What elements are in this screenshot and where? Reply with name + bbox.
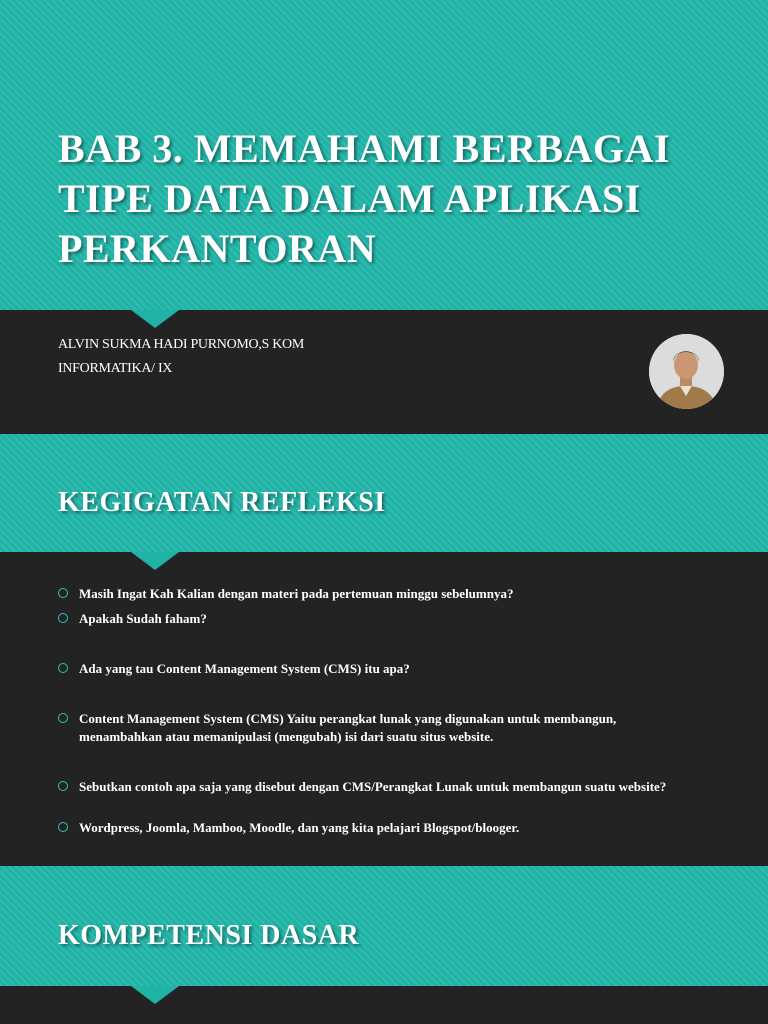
- circle-bullet-icon: [58, 781, 68, 791]
- slide3-title: KOMPETENSI DASAR: [58, 920, 360, 951]
- list-item-text: Apakah Sudah faham?: [79, 611, 207, 626]
- circle-bullet-icon: [58, 588, 68, 598]
- list-item-text: Content Management System (CMS) Yaitu perangkat lunak yang digunakan untuk membangun, menambahkan atau memanipulasi (mengubah) isi dari suatu situs website.: [79, 711, 617, 744]
- slide1-notch: [131, 310, 179, 328]
- list-item: [58, 710, 698, 746]
- slide2-content-band: [0, 552, 768, 866]
- slide1-title: [58, 124, 670, 274]
- slide2-title-band: [0, 434, 768, 552]
- title-line-3: PERKANTORAN: [58, 226, 377, 271]
- circle-bullet-icon: [58, 713, 68, 723]
- slide3-notch: [131, 986, 179, 1004]
- list-item-text: Sebutkan contoh apa saja yang disebut dengan CMS/Perangkat Lunak untuk membangun suatu website?: [79, 779, 667, 794]
- list-item: [58, 819, 698, 837]
- slide1-title-band: [0, 0, 768, 310]
- list-item-text: Wordpress, Joomla, Mamboo, Moodle, dan yang kita pelajari Blogspot/blooger.: [79, 820, 520, 835]
- circle-bullet-icon: [58, 822, 68, 832]
- list-item: [58, 660, 698, 678]
- slide2-notch: [131, 552, 179, 570]
- person-photo-icon: [649, 334, 724, 409]
- list-item-text: Masih Ingat Kah Kalian dengan materi pada pertemuan minggu sebelumnya?: [79, 586, 514, 601]
- list-item-text: Ada yang tau Content Management System (CMS) itu apa?: [79, 661, 410, 676]
- title-line-1: BAB 3. MEMAHAMI BERBAGAI: [58, 126, 671, 171]
- list-item: [58, 585, 698, 603]
- slide1-subtitle-band: [0, 310, 768, 434]
- slide2-title: KEGIGATAN REFLEKSI: [58, 487, 386, 518]
- slide3-content-band: [0, 986, 768, 1024]
- author-name: ALVIN SUKMA HADI PURNOMO,S KOM: [58, 337, 305, 352]
- circle-bullet-icon: [58, 663, 68, 673]
- author-avatar: [649, 334, 724, 409]
- slide3-title-band: [0, 866, 768, 986]
- list-item: [58, 610, 698, 628]
- circle-bullet-icon: [58, 613, 68, 623]
- class-info: INFORMATIKA/ IX: [58, 361, 173, 376]
- list-item: [58, 778, 683, 796]
- title-line-2: TIPE DATA DALAM APLIKASI: [58, 176, 641, 221]
